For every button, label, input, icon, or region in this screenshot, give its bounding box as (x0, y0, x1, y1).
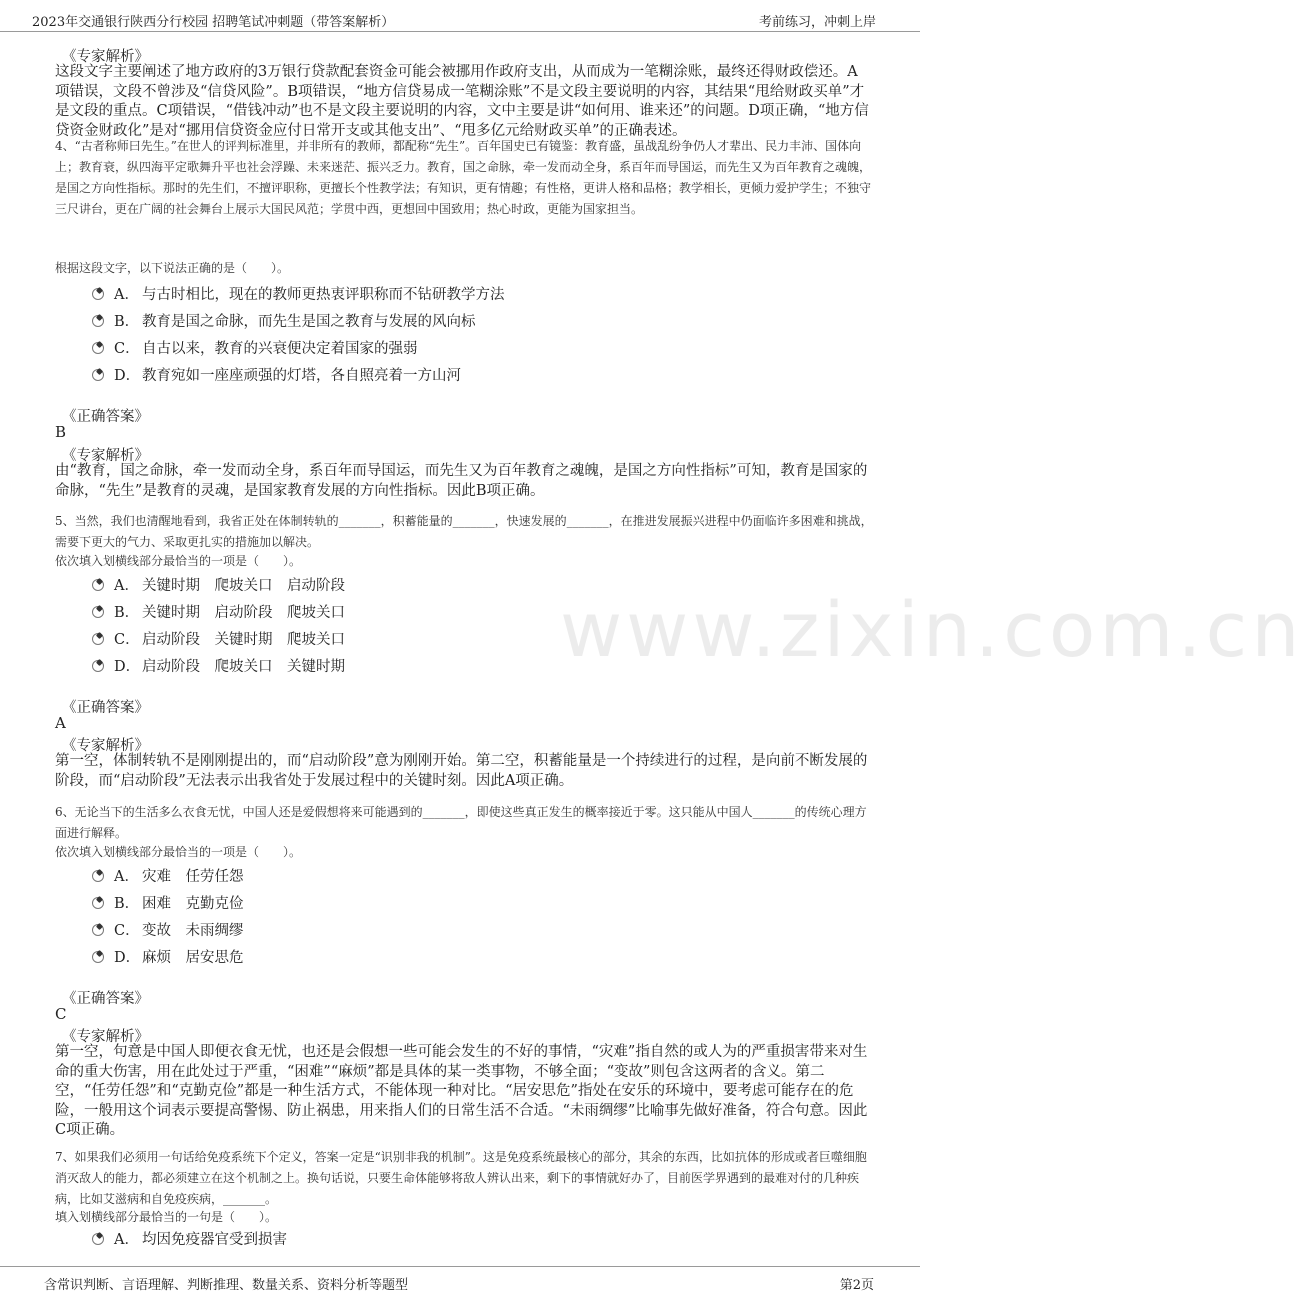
question-prompt: 填入划横线部分最恰当的一句是（ ）。 (55, 1210, 278, 1224)
document-title: 2023年交通银行陕西分行校园 招聘笔试冲刺题（带答案解析） (32, 15, 395, 30)
analysis-text: 第一空，体制转轨不是刚刚提出的，而“启动阶段”意为刚刚开始。第二空，积蓄能量是一个持续进行的过程，是向前不断发展的阶段，而“启动阶段”无法表示出我省处于发展过程中的关键时刻。因此A项正确。 (55, 753, 868, 789)
answer-value: A (55, 714, 66, 732)
analysis-label: 《专家解析》 (62, 1029, 149, 1045)
page-header (0, 0, 920, 32)
page-number: 第2页 (839, 1278, 874, 1293)
answer-label: 《正确答案》 (62, 700, 149, 716)
question-prompt: 依次填入划横线部分最恰当的一项是（ ）。 (55, 554, 302, 568)
question-prompt: 依次填入划横线部分最恰当的一项是（ ）。 (55, 845, 302, 859)
analysis-text: 由“教育，国之命脉，牵一发而动全身，系百年而导国运，而先生又为百年教育之魂魄，是国之方向性指标”可知，教育是国家的命脉，“先生”是教育的灵魂，是国家教育发展的方向性指标。因此B项正确。 (55, 463, 868, 499)
question-stem: 4、“古者称师曰先生。”在世人的评判标准里，并非所有的教师，都配称“先生”。百年国史已有镜鉴：教育盛，虽战乱纷争仍人才辈出、民力丰沛、国体向上；教育衰，纵四海平定歌舞升平也社会浮躁、未来迷茫、振兴乏力。教育，国之命脉，牵一发而动全身，系百年而导国运，而先生又为百年教育之魂魄，是国之方向性指标。那时的先生们，不擅评职称，更擅长个性教学法；有知识，更有情趣；有性格，更讲人格和品格；教学相长，更倾力爱护学生；不独守三尺讲台，更在广阔的社会舞台上展示大国民风范；学贯中西，更想回中国致用；热心时政，更能为国家担当。 (55, 139, 872, 216)
radio-icon[interactable] (92, 342, 104, 354)
radio-icon[interactable] (92, 951, 104, 963)
radio-icon[interactable] (92, 1233, 104, 1245)
analysis-text: 第一空，句意是中国人即便衣食无忧，也还是会假想一些可能会发生的不好的事情，“灾难”指自然的或人为的严重损害带来对生命的重大伤害，用在此处过于严重，“困难”“麻烦”都是具体的某一类事物，不够全面；“变故”则包含这两者的含义。第二空，“任劳任怨”和“克勤克俭”都是一种生活方式，不能体现一种对比。“居安思危”指处在安乐的环境中，要考虑可能存在的危险，一般用这个词表示要提高警惕、防止祸患，用来指人们的日常生活不合适。“未雨绸缪”比喻事先做好准备，符合句意。因此C项正确。 (55, 1044, 868, 1138)
header-slogan: 考前练习，冲刺上岸 (758, 15, 876, 30)
question-stem: 7、如果我们必须用一句话给免疫系统下个定义，答案一定是“识别非我的机制”。这是免疫系统最核心的部分，其余的东西，比如抗体的形成或者巨噬细胞消灭敌人的能力，都必须建立在这个机制之上。换句话说，只要生命体能够将敌人辨认出来，剩下的事情就好办了，目前医学界遇到的最难对付的几种疾病，比如艾滋病和自免疫疾病，_______。 (55, 1150, 867, 1206)
radio-icon[interactable] (92, 660, 104, 672)
analysis-label: 《专家解析》 (62, 448, 149, 464)
radio-icon[interactable] (92, 579, 104, 591)
radio-icon[interactable] (92, 315, 104, 327)
answer-label: 《正确答案》 (62, 991, 149, 1007)
radio-icon[interactable] (92, 369, 104, 381)
question-stem: 6、无论当下的生活多么衣食无忧，中国人还是爱假想将来可能遇到的_______，即使这些真正发生的概率接近于零。这只能从中国人_______的传统心理方面进行解释。 (55, 805, 867, 840)
analysis-label: 《专家解析》 (62, 49, 149, 65)
page-footer (0, 1266, 920, 1303)
answer-value: B (55, 423, 67, 441)
radio-icon[interactable] (92, 288, 104, 300)
radio-icon[interactable] (92, 924, 104, 936)
question-stem: 5、当然，我们也清醒地看到，我省正处在体制转轨的_______，积蓄能量的_______，快速发展的_______，在推进发展振兴进程中仍面临许多困难和挑战，需要下更大的气力、采取更扎实的措施加以解决。 (55, 514, 873, 549)
answer-value: C (55, 1005, 67, 1023)
radio-icon[interactable] (92, 606, 104, 618)
analysis-label: 《专家解析》 (62, 738, 149, 754)
watermark: www.zixin.com.cn (560, 585, 1304, 674)
question-prompt: 根据这段文字，以下说法正确的是（ ）。 (55, 261, 290, 275)
radio-icon[interactable] (92, 870, 104, 882)
radio-icon[interactable] (92, 633, 104, 645)
answer-label: 《正确答案》 (62, 409, 149, 425)
radio-icon[interactable] (92, 897, 104, 909)
analysis-text: 这段文字主要阐述了地方政府的3万银行贷款配套资金可能会被挪用作政府支出，从而成为一笔糊涂账，最终还得财政偿还。A项错误，文段不曾涉及“信贷风险”。B项错误，“地方信贷易成一笔糊涂账”不是文段主要说明的内容，其结果“甩给财政买单”才是文段的重点。C项错误，“借钱冲动”也不是文段主要说明的内容，文中主要是讲“如何用、谁来还”的问题。D项正确，“地方信贷资金财政化”是对“挪用信贷资金应付日常开支或其他支出”、“甩多亿元给财政买单”的正确表述。 (55, 64, 869, 139)
footer-categories: 含常识判断、言语理解、判断推理、数量关系、资料分析等题型 (44, 1278, 409, 1293)
